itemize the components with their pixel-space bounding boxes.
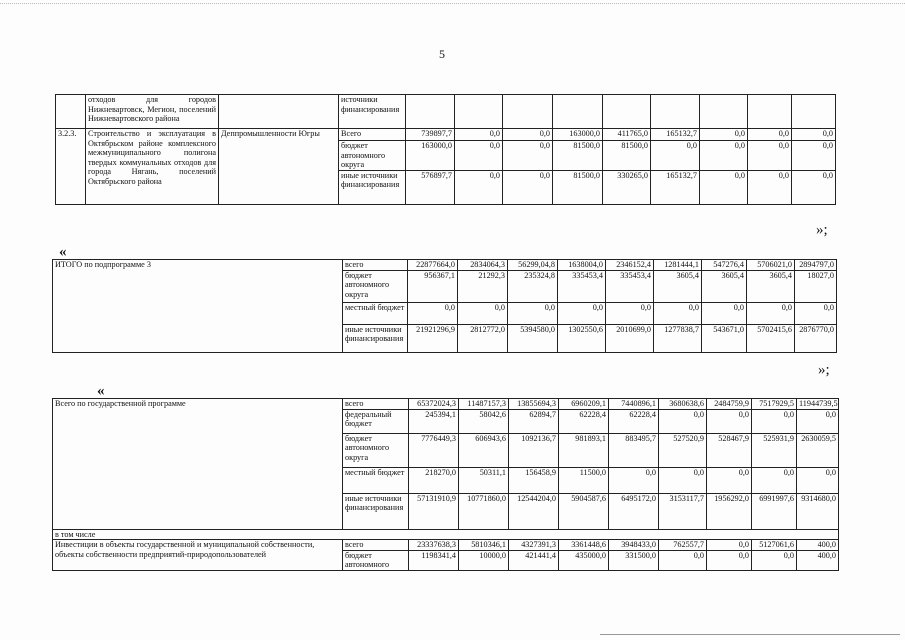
- value-cell: 235324,8: [508, 270, 558, 302]
- value-cell: 0,0: [700, 141, 748, 171]
- value-cell: 606943,6: [459, 433, 509, 467]
- source-label: Всего: [339, 129, 406, 141]
- source-label: источники финансирования: [339, 95, 406, 129]
- value-cell: 411765,0: [603, 129, 651, 141]
- value-cell: 739897,7: [406, 129, 455, 141]
- value-cell: 10000,0: [459, 550, 509, 570]
- value-cell: 330265,0: [603, 170, 651, 204]
- value-cell: 0,0: [558, 302, 606, 324]
- value-cell: 6495172,0: [609, 493, 659, 529]
- value-cell: 3153117,7: [659, 493, 707, 529]
- bottom-edge-line: [600, 634, 900, 635]
- value-cell: 6960209,1: [559, 399, 609, 410]
- source-label: всего: [343, 260, 408, 271]
- value-cell: 0,0: [748, 170, 792, 204]
- value-cell: 981893,1: [559, 433, 609, 467]
- value-cell: 163000,0: [406, 141, 455, 171]
- source-label: бюджет автономного округа: [343, 433, 409, 467]
- value-cell: 11487157,3: [459, 399, 509, 410]
- source-label: местный бюджет: [343, 467, 409, 493]
- value-cell: [651, 95, 700, 129]
- value-cell: 0,0: [707, 467, 752, 493]
- value-cell: 2894797,0: [795, 260, 837, 271]
- item-number: 3.2.3.: [56, 129, 86, 205]
- value-cell: 218270,0: [409, 467, 459, 493]
- value-cell: 762557,7: [659, 540, 707, 551]
- value-cell: 0,0: [503, 141, 553, 171]
- value-cell: 0,0: [455, 141, 503, 171]
- value-cell: 1277838,7: [654, 324, 702, 352]
- source-label: всего: [343, 399, 409, 410]
- value-cell: 3361448,6: [559, 540, 609, 551]
- source-label: всего: [343, 540, 409, 551]
- value-cell: 7517929,5: [752, 399, 797, 410]
- value-cell: 5702415,6: [747, 324, 795, 352]
- scan-edge-line: [0, 3, 905, 4]
- value-cell: 0,0: [651, 141, 700, 171]
- value-cell: [603, 95, 651, 129]
- total-title: ИТОГО по подпрограмме 3: [53, 260, 343, 353]
- value-cell: 331500,0: [609, 550, 659, 570]
- value-cell: 0,0: [707, 540, 752, 551]
- value-cell: 0,0: [659, 409, 707, 433]
- value-cell: 6991997,6: [752, 493, 797, 529]
- value-cell: 7776449,3: [409, 433, 459, 467]
- value-cell: 0,0: [654, 302, 702, 324]
- opening-quote-3: «: [97, 383, 105, 399]
- item-number: [56, 95, 86, 129]
- value-cell: [406, 95, 455, 129]
- value-cell: 245394,1: [409, 409, 459, 433]
- value-cell: 62228,4: [559, 409, 609, 433]
- value-cell: 65372024,3: [409, 399, 459, 410]
- source-label: иные источники финансирования: [339, 170, 406, 204]
- value-cell: 0,0: [700, 129, 748, 141]
- value-cell: 0,0: [707, 409, 752, 433]
- value-cell: 1281444,1: [654, 260, 702, 271]
- value-cell: 11944739,5: [797, 399, 839, 410]
- value-cell: 5810346,1: [459, 540, 509, 551]
- value-cell: 0,0: [455, 170, 503, 204]
- source-label: федеральный бюджет: [343, 409, 409, 433]
- value-cell: 3680638,6: [659, 399, 707, 410]
- table-row-in-total: [53, 529, 839, 540]
- value-cell: 22877664,0: [408, 260, 458, 271]
- source-label: иные источники финансирования: [343, 493, 409, 529]
- value-cell: 11500,0: [559, 467, 609, 493]
- value-cell: 21921296,9: [408, 324, 458, 352]
- value-cell: 1302550,6: [558, 324, 606, 352]
- value-cell: 5394580,0: [508, 324, 558, 352]
- value-cell: [748, 95, 792, 129]
- page-number: 5: [439, 47, 445, 61]
- value-cell: 335453,4: [558, 270, 606, 302]
- value-cell: 0,0: [659, 467, 707, 493]
- value-cell: 21292,3: [458, 270, 508, 302]
- value-cell: 58042,6: [459, 409, 509, 433]
- value-cell: 2812772,0: [458, 324, 508, 352]
- value-cell: 1198341,4: [409, 550, 459, 570]
- table-row: [56, 95, 836, 129]
- table-program-total: [52, 398, 839, 571]
- item-executor: Деппромышленности Югры: [219, 129, 339, 205]
- source-label: местный бюджет: [343, 302, 408, 324]
- value-cell: 421441,4: [509, 550, 559, 570]
- value-cell: 165132,7: [651, 129, 700, 141]
- value-cell: 0,0: [408, 302, 458, 324]
- value-cell: 0,0: [792, 141, 836, 171]
- value-cell: 0,0: [752, 409, 797, 433]
- value-cell: 57131910,9: [409, 493, 459, 529]
- value-cell: 0,0: [659, 550, 707, 570]
- value-cell: 0,0: [503, 170, 553, 204]
- source-label: бюджет автономного: [343, 550, 409, 570]
- value-cell: 0,0: [797, 409, 839, 433]
- value-cell: 0,0: [458, 302, 508, 324]
- value-cell: 10771860,0: [459, 493, 509, 529]
- item-name: Строительство и эксплуатация в Октябрьском районе комплексного межмуниципального полигона твердых коммунальных отходов для города Нягань, поселений Октябрьского района: [86, 129, 219, 205]
- invest-title: Инвестиции в объекты государственной и муниципальной собственности, объекты собственности предприятий-природопользователей: [53, 540, 343, 571]
- total-title: Всего по государственной программе: [53, 399, 343, 530]
- opening-quote-2: «: [59, 244, 67, 260]
- value-cell: 56299,04,8: [508, 260, 558, 271]
- value-cell: 163000,0: [553, 129, 603, 141]
- value-cell: 2484759,9: [707, 399, 752, 410]
- table-subprogram-items: [55, 94, 836, 205]
- value-cell: 3948433,0: [609, 540, 659, 551]
- value-cell: 3605,4: [702, 270, 747, 302]
- value-cell: 528467,9: [707, 433, 752, 467]
- closing-quote-1: »;: [816, 222, 828, 238]
- value-cell: 5904587,6: [559, 493, 609, 529]
- value-cell: 0,0: [707, 550, 752, 570]
- value-cell: 7440896,1: [609, 399, 659, 410]
- value-cell: 62894,7: [509, 409, 559, 433]
- value-cell: 12544204,0: [509, 493, 559, 529]
- value-cell: 883495,7: [609, 433, 659, 467]
- value-cell: 1956292,0: [707, 493, 752, 529]
- value-cell: 5127061,6: [752, 540, 797, 551]
- table-row: [53, 399, 839, 410]
- value-cell: 0,0: [752, 550, 797, 570]
- source-label: бюджет автономного округа: [339, 141, 406, 171]
- value-cell: 18027,0: [795, 270, 837, 302]
- value-cell: 0,0: [748, 129, 792, 141]
- value-cell: 1638004,0: [558, 260, 606, 271]
- value-cell: 23337638,3: [409, 540, 459, 551]
- value-cell: 62228,4: [609, 409, 659, 433]
- value-cell: 0,0: [748, 141, 792, 171]
- value-cell: 0,0: [455, 129, 503, 141]
- value-cell: 2834064,3: [458, 260, 508, 271]
- value-cell: 335453,4: [606, 270, 654, 302]
- value-cell: 3605,4: [654, 270, 702, 302]
- value-cell: [700, 95, 748, 129]
- value-cell: [792, 95, 836, 129]
- source-label: бюджет автономного округа: [343, 270, 408, 302]
- value-cell: 0,0: [503, 129, 553, 141]
- value-cell: 0,0: [508, 302, 558, 324]
- value-cell: 81500,0: [603, 141, 651, 171]
- value-cell: 0,0: [606, 302, 654, 324]
- value-cell: [553, 95, 603, 129]
- value-cell: 547276,4: [702, 260, 747, 271]
- source-label: иные источники финансирования: [343, 324, 408, 352]
- value-cell: 400,0: [797, 550, 839, 570]
- value-cell: 2876770,0: [795, 324, 837, 352]
- value-cell: 576897,7: [406, 170, 455, 204]
- value-cell: 165132,7: [651, 170, 700, 204]
- value-cell: 2630059,5: [797, 433, 839, 467]
- table-row: [56, 129, 836, 141]
- value-cell: 0,0: [609, 467, 659, 493]
- value-cell: 2010699,0: [606, 324, 654, 352]
- value-cell: 0,0: [792, 170, 836, 204]
- value-cell: 400,0: [797, 540, 839, 551]
- value-cell: 527520,9: [659, 433, 707, 467]
- value-cell: 3605,4: [747, 270, 795, 302]
- value-cell: [503, 95, 553, 129]
- item-name: отходов для городов Нижневартовск, Мегион, поселений Нижневартовского района: [86, 95, 219, 129]
- table-row: [53, 260, 837, 271]
- value-cell: 50311,1: [459, 467, 509, 493]
- value-cell: [455, 95, 503, 129]
- table-subprogram-total: [52, 259, 837, 353]
- value-cell: 4327391,3: [509, 540, 559, 551]
- item-executor: [219, 95, 339, 129]
- value-cell: 0,0: [792, 129, 836, 141]
- value-cell: 435000,0: [559, 550, 609, 570]
- value-cell: 9314680,0: [797, 493, 839, 529]
- in-total-label: в том числе: [53, 529, 839, 540]
- closing-quote-2: »;: [818, 362, 830, 378]
- value-cell: 156458,9: [509, 467, 559, 493]
- value-cell: 0,0: [747, 302, 795, 324]
- value-cell: 525931,9: [752, 433, 797, 467]
- value-cell: 2346152,4: [606, 260, 654, 271]
- table-row: [53, 540, 839, 551]
- value-cell: 543671,0: [702, 324, 747, 352]
- value-cell: 0,0: [795, 302, 837, 324]
- value-cell: 956367,1: [408, 270, 458, 302]
- value-cell: 0,0: [702, 302, 747, 324]
- value-cell: 0,0: [752, 467, 797, 493]
- value-cell: 81500,0: [553, 141, 603, 171]
- value-cell: 0,0: [797, 467, 839, 493]
- value-cell: 0,0: [700, 170, 748, 204]
- value-cell: 81500,0: [553, 170, 603, 204]
- value-cell: 13855694,3: [509, 399, 559, 410]
- value-cell: 1092136,7: [509, 433, 559, 467]
- value-cell: 5706021,0: [747, 260, 795, 271]
